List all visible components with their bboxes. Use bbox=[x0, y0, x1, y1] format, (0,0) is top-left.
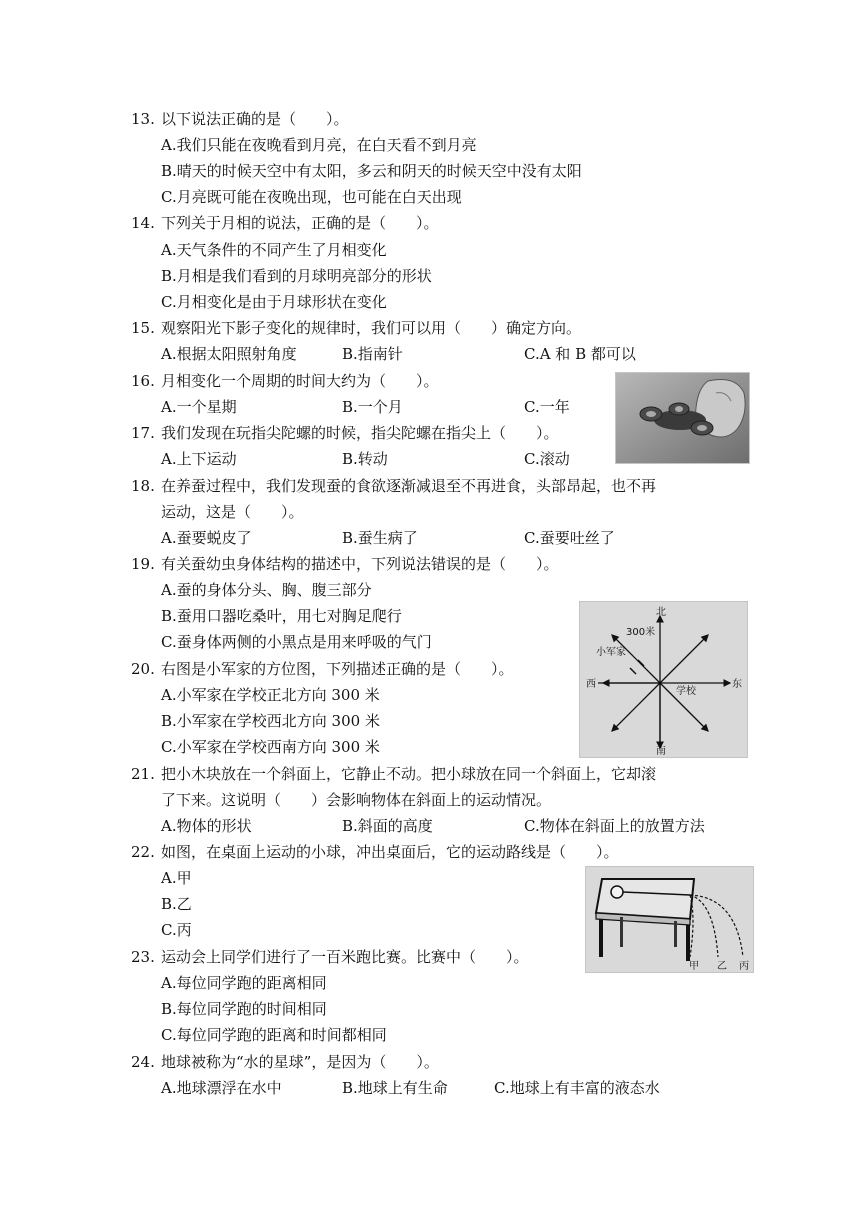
question-19-option-a: A.蚕的身体分头、胸、腹三部分 bbox=[161, 581, 372, 599]
question-21-stem-line-1: 把小木块放在一个斜面上，它静止不动。把小球放在同一个斜面上，它却滚 bbox=[161, 765, 657, 783]
question-17-option-b: B.转动 bbox=[342, 450, 388, 468]
direction-map-figure bbox=[579, 601, 748, 758]
question-15-stem: 观察阳光下影子变化的规律时，我们可以用（ ）确定方向。 bbox=[161, 319, 582, 337]
question-21-option-a: A.物体的形状 bbox=[161, 817, 252, 835]
path-bing-label: 丙 bbox=[739, 961, 749, 972]
question-14-number: 14. bbox=[131, 214, 155, 232]
question-24-option-c: C.地球上有丰富的液态水 bbox=[494, 1079, 660, 1097]
question-24-option-a: A.地球漂浮在水中 bbox=[161, 1079, 282, 1097]
table-ball-figure bbox=[585, 866, 754, 973]
question-21-number: 21. bbox=[131, 765, 155, 783]
question-18-option-c: C.蚕要吐丝了 bbox=[524, 529, 615, 547]
question-23-option-b: B.每位同学跑的时间相同 bbox=[161, 1000, 327, 1018]
question-17-option-c: C.滚动 bbox=[524, 450, 570, 468]
question-15-option-c: C.A 和 B 都可以 bbox=[524, 345, 636, 363]
question-18-stem-line-2: 运动，这是（ ）。 bbox=[161, 503, 304, 521]
question-20-option-b: B.小军家在学校西北方向 300 米 bbox=[161, 712, 380, 730]
north-label: 北 bbox=[656, 607, 666, 618]
question-17-option-a: A.上下运动 bbox=[161, 450, 237, 468]
question-21-option-c: C.物体在斜面上的放置方法 bbox=[524, 817, 705, 835]
question-19-option-b: B.蚕用口器吃桑叶，用七对胸足爬行 bbox=[161, 607, 402, 625]
question-15-option-a: A.根据太阳照射角度 bbox=[161, 345, 297, 363]
fidget-spinner-photo bbox=[615, 372, 750, 464]
question-24-number: 24. bbox=[131, 1053, 155, 1071]
question-17-stem: 我们发现在玩指尖陀螺的时候，指尖陀螺在指尖上（ ）。 bbox=[161, 424, 559, 442]
question-21-stem-line-2: 了下来。这说明（ ）会影响物体在斜面上的运动情况。 bbox=[161, 791, 552, 809]
path-yi-label: 乙 bbox=[717, 961, 727, 972]
question-13-option-b: B.晴天的时候天空中有太阳，多云和阴天的时候天空中没有太阳 bbox=[161, 162, 582, 180]
question-24-stem: 地球被称为“水的星球”，是因为（ ）。 bbox=[161, 1053, 439, 1071]
question-15-option-b: B.指南针 bbox=[342, 345, 403, 363]
question-20-stem: 右图是小军家的方位图，下列描述正确的是（ ）。 bbox=[161, 660, 514, 678]
question-23-stem: 运动会上同学们进行了一百米跑比赛。比赛中（ ）。 bbox=[161, 948, 529, 966]
question-16-number: 16. bbox=[131, 372, 155, 390]
question-23-option-a: A.每位同学跑的距离相同 bbox=[161, 974, 327, 992]
question-18-option-b: B.蚕生病了 bbox=[342, 529, 418, 547]
question-20-option-c: C.小军家在学校西南方向 300 米 bbox=[161, 738, 380, 756]
question-22-stem: 如图，在桌面上运动的小球，冲出桌面后，它的运动路线是（ ）。 bbox=[161, 843, 619, 861]
question-23-option-c: C.每位同学跑的距离和时间都相同 bbox=[161, 1026, 387, 1044]
question-19-option-c: C.蚕身体两侧的小黑点是用来呼吸的气门 bbox=[161, 633, 432, 651]
question-15-number: 15. bbox=[131, 319, 155, 337]
question-22-option-b: B.乙 bbox=[161, 895, 192, 913]
east-label: 东 bbox=[732, 679, 742, 690]
home-label: 小军家 bbox=[596, 647, 626, 658]
question-14-option-a: A.天气条件的不同产生了月相变化 bbox=[161, 241, 387, 259]
question-16-option-c: C.一年 bbox=[524, 398, 570, 416]
question-18-option-a: A.蚕要蜕皮了 bbox=[161, 529, 252, 547]
question-16-stem: 月相变化一个周期的时间大约为（ ）。 bbox=[161, 372, 439, 390]
question-13-number: 13. bbox=[131, 110, 155, 128]
question-20-option-a: A.小军家在学校正北方向 300 米 bbox=[161, 686, 380, 704]
question-20-number: 20. bbox=[131, 660, 155, 678]
question-18-number: 18. bbox=[131, 477, 155, 495]
question-16-option-b: B.一个月 bbox=[342, 398, 403, 416]
question-23-number: 23. bbox=[131, 948, 155, 966]
question-14-option-b: B.月相是我们看到的月球明亮部分的形状 bbox=[161, 267, 432, 285]
question-14-option-c: C.月相变化是由于月球形状在变化 bbox=[161, 293, 387, 311]
question-21-option-b: B.斜面的高度 bbox=[342, 817, 433, 835]
distance-label: 300米 bbox=[626, 627, 656, 638]
question-17-number: 17. bbox=[131, 424, 155, 442]
school-label: 学校 bbox=[676, 686, 696, 697]
question-24-option-b: B.地球上有生命 bbox=[342, 1079, 448, 1097]
question-14-stem: 下列关于月相的说法，正确的是（ ）。 bbox=[161, 214, 439, 232]
question-18-stem-line-1: 在养蚕过程中，我们发现蚕的食欲逐渐减退至不再进食，头部昂起，也不再 bbox=[161, 477, 657, 495]
question-16-option-a: A.一个星期 bbox=[161, 398, 237, 416]
question-22-number: 22. bbox=[131, 843, 155, 861]
south-label: 南 bbox=[656, 746, 666, 757]
question-22-option-a: A.甲 bbox=[161, 869, 192, 887]
west-label: 西 bbox=[586, 679, 596, 690]
question-19-number: 19. bbox=[131, 555, 155, 573]
question-13-option-a: A.我们只能在夜晚看到月亮，在白天看不到月亮 bbox=[161, 136, 477, 154]
question-22-option-c: C.丙 bbox=[161, 921, 192, 939]
question-13-stem: 以下说法正确的是（ ）。 bbox=[161, 110, 349, 128]
question-19-stem: 有关蚕幼虫身体结构的描述中，下列说法错误的是（ ）。 bbox=[161, 555, 559, 573]
question-13-option-c: C.月亮既可能在夜晚出现，也可能在白天出现 bbox=[161, 188, 462, 206]
path-jia-label: 甲 bbox=[689, 961, 699, 972]
